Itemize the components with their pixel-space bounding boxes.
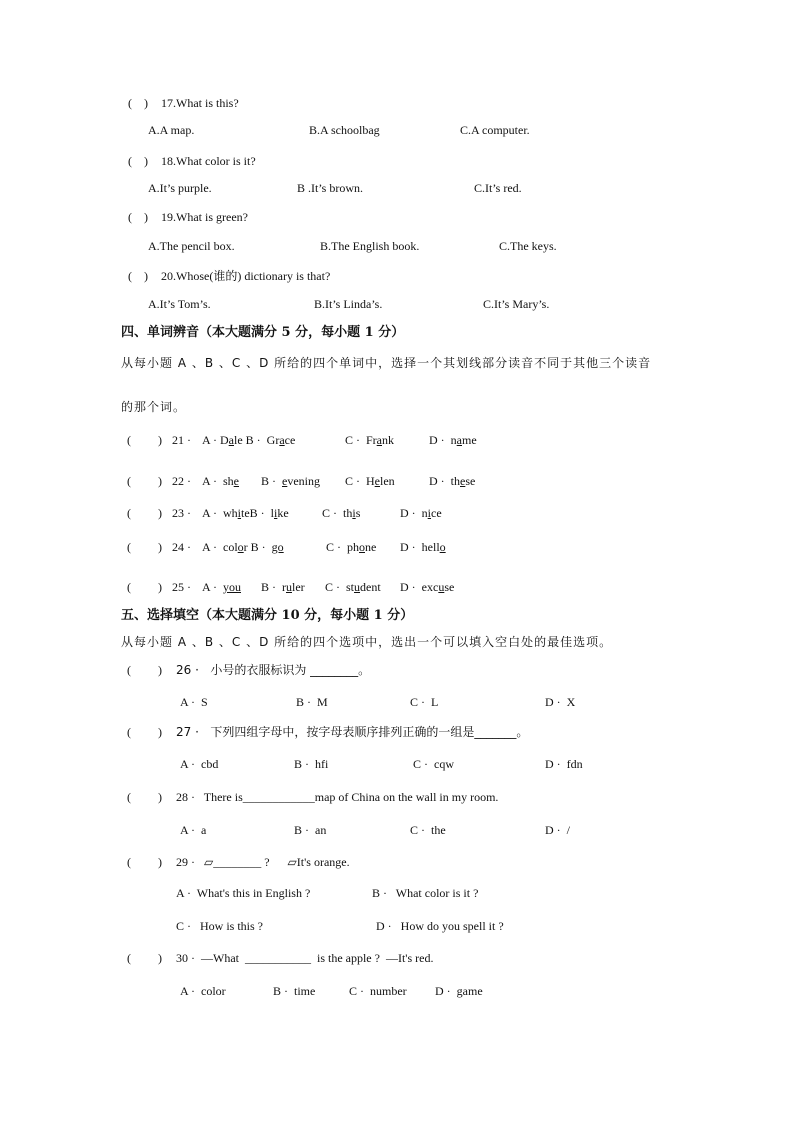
option-a[interactable]: A · you bbox=[202, 580, 241, 594]
options-ab: A · whiteB · like bbox=[202, 506, 289, 520]
answer-blank[interactable]: ( ) bbox=[127, 790, 162, 804]
option-b[interactable]: B · hfi bbox=[294, 757, 329, 771]
option-c[interactable]: C.The keys. bbox=[499, 239, 557, 253]
option-c[interactable]: C · How is this ? bbox=[176, 919, 263, 933]
question-stem: 26 · 小号的衣服标识为 ________。 bbox=[176, 663, 371, 677]
option-b[interactable]: B · ruler bbox=[261, 580, 305, 594]
option-b[interactable]: B · evening bbox=[261, 474, 320, 488]
answer-blank[interactable]: ( ) bbox=[127, 855, 162, 869]
option-a[interactable]: A · S bbox=[180, 695, 208, 709]
option-c[interactable]: C · Helen bbox=[345, 474, 395, 488]
option-a[interactable]: A · a bbox=[180, 823, 207, 837]
option-b[interactable]: B.A schoolbag bbox=[309, 123, 380, 137]
question-stem: 29 · ▱________ ? ▱It's orange. bbox=[176, 855, 350, 869]
question-stem: 20.Whose(谁的) dictionary is that? bbox=[161, 269, 331, 283]
question-number: 22 · bbox=[172, 474, 191, 488]
option-d[interactable]: D · these bbox=[429, 474, 476, 488]
question-stem: 30 · —What ___________ is the apple ? —It's red. bbox=[176, 951, 434, 965]
option-a[interactable]: A.It’s Tom’s. bbox=[148, 297, 211, 311]
option-b[interactable]: B · an bbox=[294, 823, 327, 837]
option-a[interactable]: A.A map. bbox=[148, 123, 195, 137]
option-c[interactable]: C · L bbox=[410, 695, 439, 709]
answer-blank[interactable]: ( ) bbox=[128, 210, 148, 224]
option-c[interactable]: C · cqw bbox=[413, 757, 454, 771]
option-d[interactable]: D · hello bbox=[400, 540, 446, 554]
options-ab: A · Dale B · Grace bbox=[202, 433, 296, 447]
answer-blank[interactable]: ( ) bbox=[128, 96, 148, 110]
question-stem: 27 · 下列四组字母中，按字母表顺序排列正确的一组是_______。 bbox=[176, 725, 529, 739]
section-heading-4: 四、单词辨音（本大题满分 5 分，每小题 1 分） bbox=[121, 325, 405, 340]
option-a[interactable]: A · What's this in English ? bbox=[176, 886, 311, 900]
option-c[interactable]: C · Frank bbox=[345, 433, 394, 447]
question-number: 23 · bbox=[172, 506, 191, 520]
question-number: 21 · bbox=[172, 433, 191, 447]
option-d[interactable]: D · name bbox=[429, 433, 477, 447]
option-d[interactable]: D · X bbox=[545, 695, 576, 709]
answer-blank[interactable]: ( ) bbox=[128, 269, 148, 283]
section-instruction-5: 从每小题 A 、B 、C 、D 所给的四个选项中，选出一个可以填入空白处的最佳选项。 bbox=[121, 635, 613, 649]
option-c[interactable]: C.It’s red. bbox=[474, 181, 522, 195]
option-b[interactable]: B.It’s Linda’s. bbox=[314, 297, 383, 311]
answer-blank[interactable]: ( ) bbox=[127, 540, 162, 554]
option-a[interactable]: A.The pencil box. bbox=[148, 239, 235, 253]
question-stem: 19.What is green? bbox=[161, 210, 248, 224]
question-stem: 18.What color is it? bbox=[161, 154, 256, 168]
answer-blank[interactable]: ( ) bbox=[127, 725, 162, 739]
section-instruction-4: 从每小题 A 、B 、C 、D 所给的四个单词中，选择一个其划线部分读音不同于其他三个读音 bbox=[121, 356, 652, 370]
option-c[interactable]: C.A computer. bbox=[460, 123, 530, 137]
option-b[interactable]: B.The English book. bbox=[320, 239, 420, 253]
options-ab: A · color B · go bbox=[202, 540, 284, 554]
option-d[interactable]: D · game bbox=[435, 984, 483, 998]
option-d[interactable]: D · nice bbox=[400, 506, 442, 520]
question-number: 25 · bbox=[172, 580, 191, 594]
option-b[interactable]: B · time bbox=[273, 984, 316, 998]
option-c[interactable]: C · number bbox=[349, 984, 407, 998]
option-a[interactable]: A · cbd bbox=[180, 757, 219, 771]
answer-blank[interactable]: ( ) bbox=[127, 474, 162, 488]
answer-blank[interactable]: ( ) bbox=[127, 663, 162, 677]
answer-blank[interactable]: ( ) bbox=[127, 433, 162, 447]
question-stem: 17.What is this? bbox=[161, 96, 239, 110]
option-c[interactable]: C · the bbox=[410, 823, 446, 837]
option-a[interactable]: A · she bbox=[202, 474, 239, 488]
answer-blank[interactable]: ( ) bbox=[127, 506, 162, 520]
question-stem: 28 · There is____________map of China on the wall in my room. bbox=[176, 790, 499, 804]
answer-blank[interactable]: ( ) bbox=[127, 951, 162, 965]
question-number: 24 · bbox=[172, 540, 191, 554]
option-a[interactable]: A.It’s purple. bbox=[148, 181, 212, 195]
option-d[interactable]: D · excuse bbox=[400, 580, 455, 594]
option-d[interactable]: D · / bbox=[545, 823, 570, 837]
option-c[interactable]: C · phone bbox=[326, 540, 377, 554]
option-c[interactable]: C · student bbox=[325, 580, 381, 594]
section-heading-5: 五、选择填空（本大题满分 10 分，每小题 1 分） bbox=[121, 608, 414, 623]
answer-blank[interactable]: ( ) bbox=[127, 580, 162, 594]
answer-blank[interactable]: ( ) bbox=[128, 154, 148, 168]
section-instruction-4-cont: 的那个词。 bbox=[121, 400, 187, 414]
option-b[interactable]: B · M bbox=[296, 695, 328, 709]
option-d[interactable]: D · fdn bbox=[545, 757, 583, 771]
option-b[interactable]: B .It’s brown. bbox=[297, 181, 363, 195]
option-b[interactable]: B · What color is it ? bbox=[372, 886, 479, 900]
option-d[interactable]: D · How do you spell it ? bbox=[376, 919, 504, 933]
option-a[interactable]: A · color bbox=[180, 984, 226, 998]
option-c[interactable]: C · this bbox=[322, 506, 361, 520]
option-c[interactable]: C.It’s Mary’s. bbox=[483, 297, 550, 311]
